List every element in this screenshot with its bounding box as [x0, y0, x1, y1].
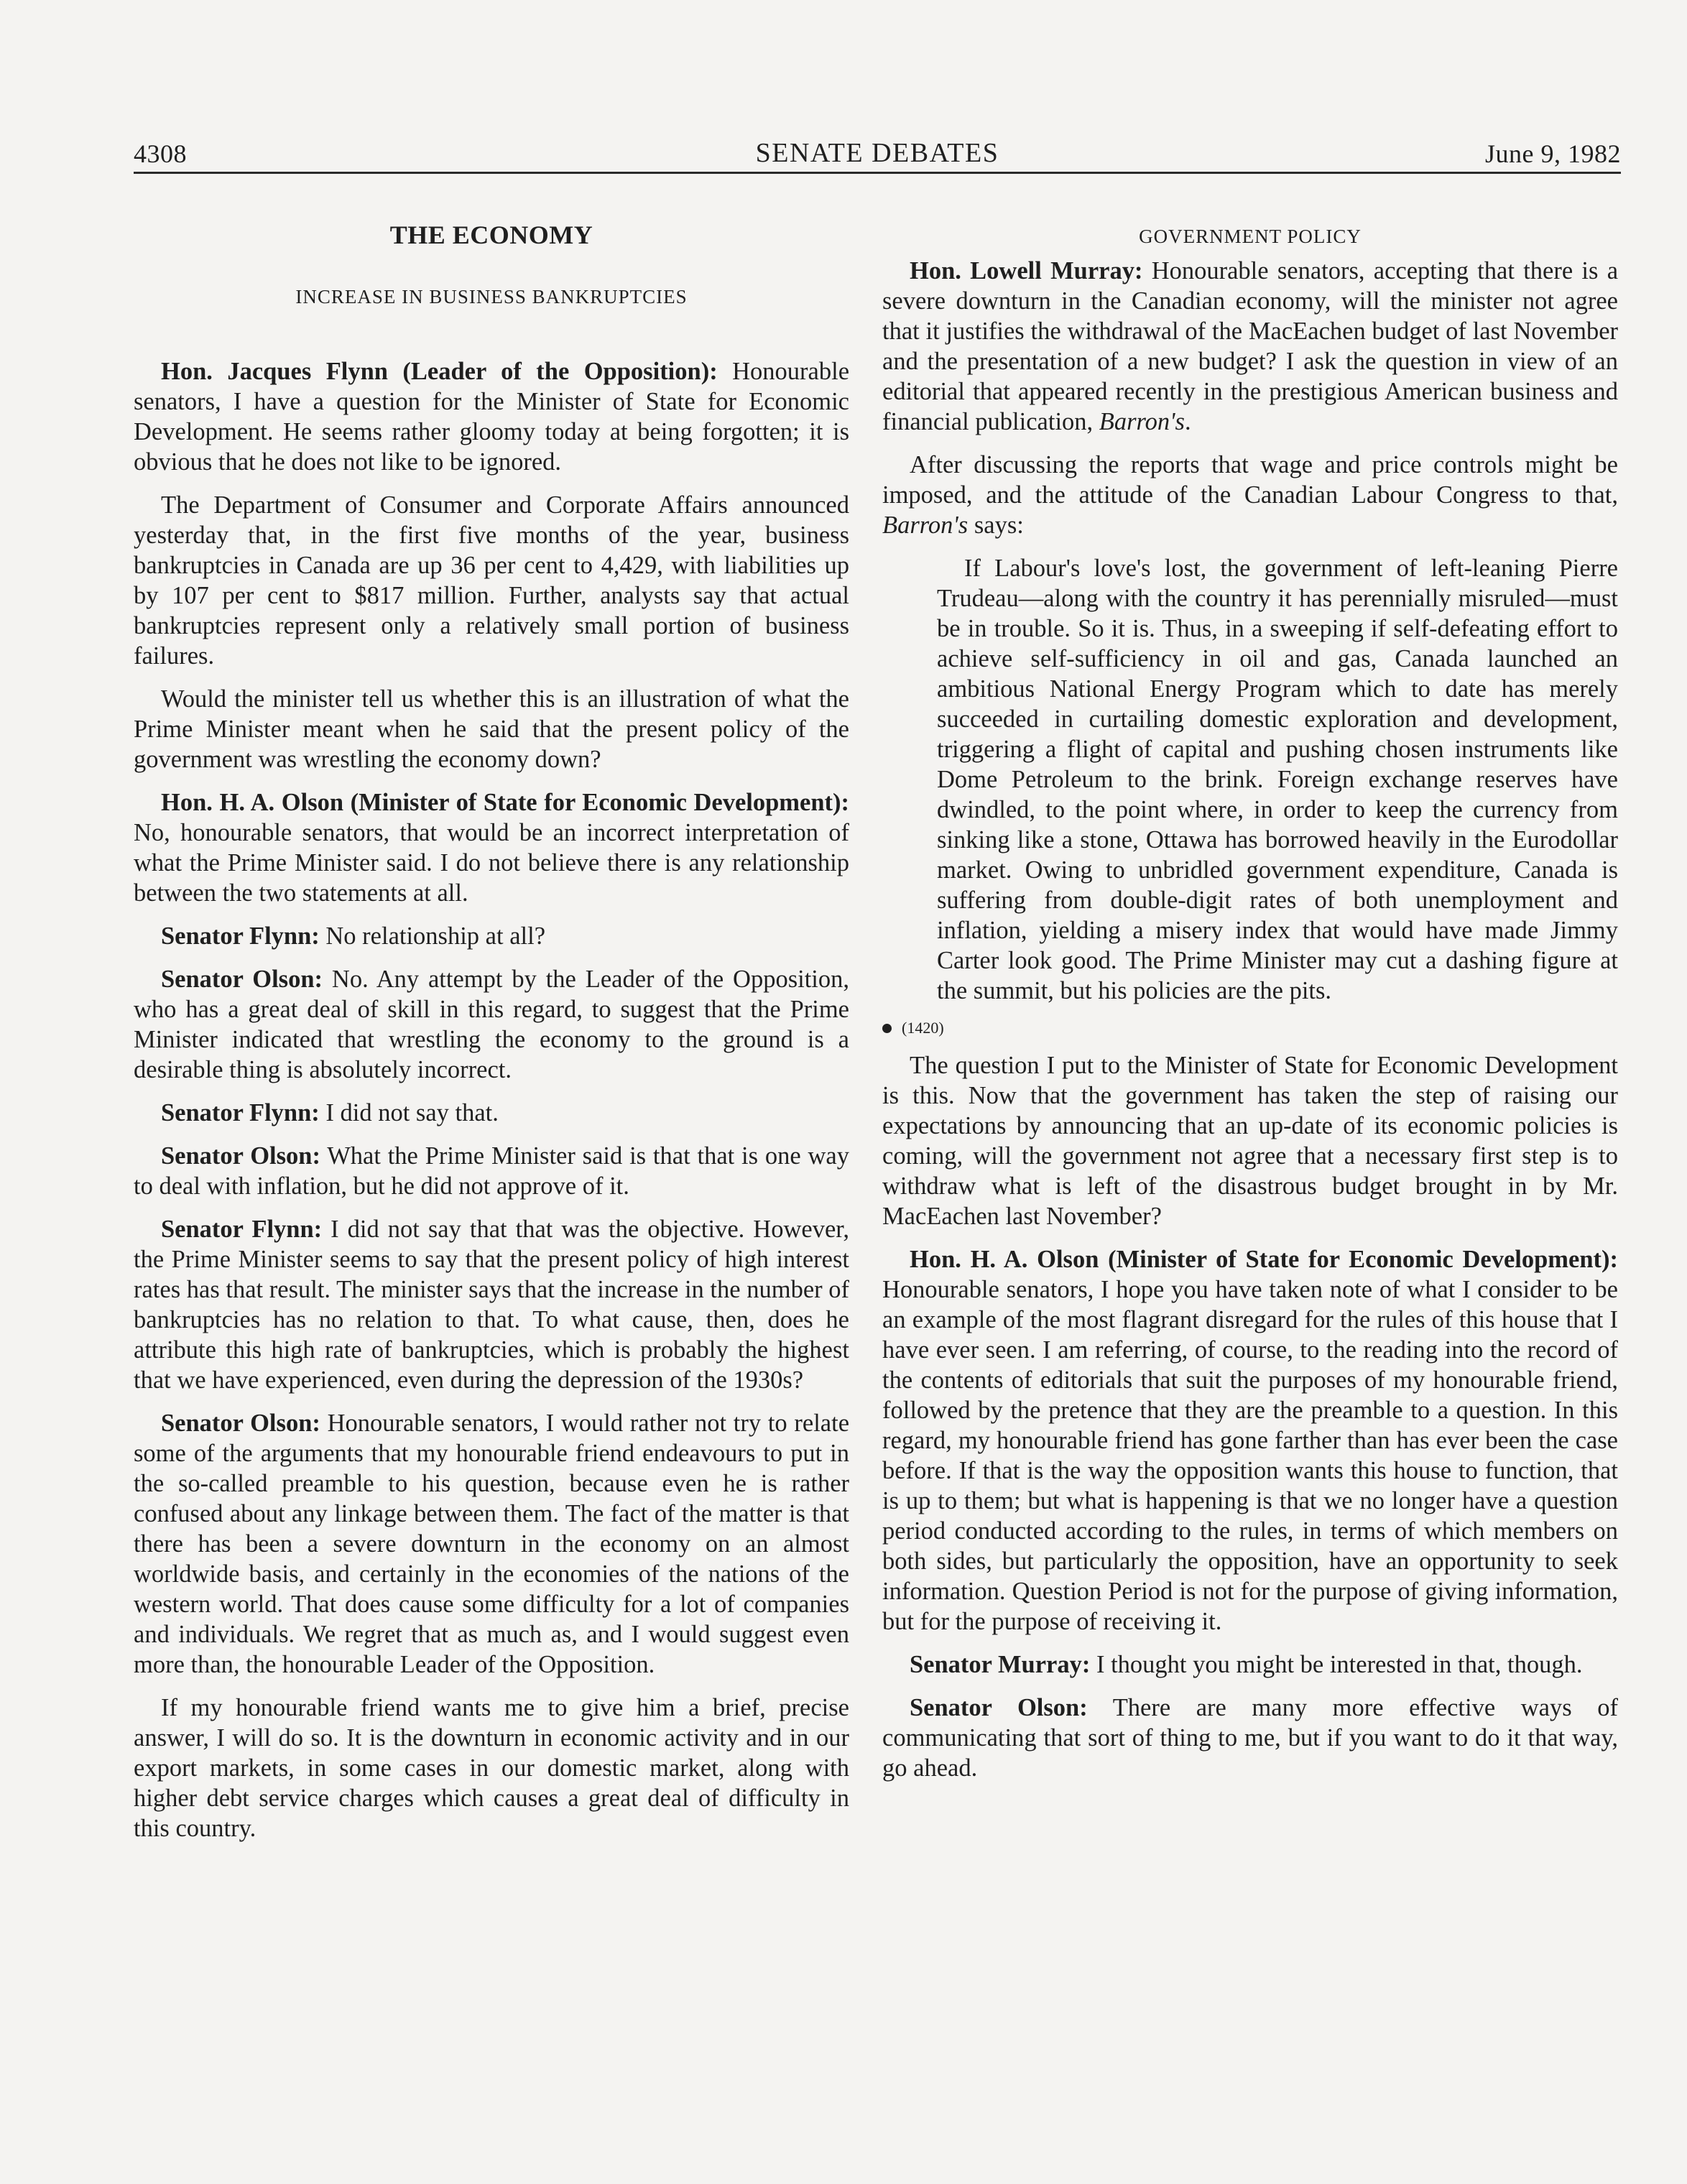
- paragraph: [134, 964, 849, 1085]
- paragraph: [134, 684, 849, 774]
- paragraph: [882, 1693, 1618, 1783]
- paragraph: [882, 1244, 1618, 1637]
- paragraph: [882, 1649, 1618, 1680]
- right-column: [882, 210, 1618, 1796]
- speech-text: Honourable senators, I would rather not try to relate some of the arguments that my honourable friend endeavours to put in the so-called preamble to his question, because even he is rather confused about any linkage between them. The fact of the matter is that there has been a severe downturn in the economy on an almost worldwide basis, and certainly in the economies of the nations of the western world. That does cause some difficulty for a lot of companies and individuals. We regret that as much as, and I would suggest even more than, the honourable Leader of the Opposition.: [134, 1410, 850, 1678]
- time-marker-text: (1420): [902, 1019, 944, 1037]
- left-column: [134, 210, 849, 1856]
- time-marker: [882, 1013, 1618, 1043]
- speech-text: I did not say that that was the objective. However, the Prime Minister seems to say that the present policy of high interest rates has that result. The minister says that the increase in the number of bankruptcies has no relation to that. To what cause, then, does he attribute this high rate of bankruptcies, which is probably the highest that we have experienced, even during the depression of the 1930s?: [134, 1216, 849, 1394]
- subsection-title: INCREASE IN BUSINESS BANKRUPTCIES: [295, 286, 688, 307]
- paragraph: [134, 1214, 849, 1395]
- speaker-name: Hon. H. A. Olson (Minister of State for Economic Development):: [910, 1246, 1618, 1273]
- speaker-name: Senator Flynn:: [161, 922, 320, 950]
- speaker-name: Senator Olson:: [910, 1694, 1088, 1721]
- quote-text: If Labour's love's lost, the government of left-leaning Pierre Trudeau—along with the country it has perennially misruled—must be in trouble. So it is. Thus, in a sweeping if self-defeating effort to achieve self-sufficiency in oil and gas, Canada launched an ambitious National Energy Program which to date has merely succeeded in curtailing domestic exploration and development, triggering a flight of capital and pushing chosen instruments like Dome Petroleum to the brink. Foreign exchange reserves have dwindled, to the point where, in order to keep the currency from sinking like a stone, Ottawa has borrowed heavily in the Eurodollar market. Owing to unbridled government expenditure, Canada is suffering from double-digit rates of both unemployment and inflation, yielding a misery index that would have made Jimmy Carter look good. The Prime Minister may cut a dashing figure at the summit, but his policies are the pits.: [937, 555, 1618, 1004]
- speech-text: After discussing the reports that wage and price controls might be imposed, and the attitude of the Canadian Labour Congress to that,: [882, 451, 1618, 509]
- speech-text: I did not say that.: [325, 1099, 499, 1126]
- paragraph: [134, 1693, 849, 1843]
- speaker-name: Senator Murray:: [910, 1651, 1091, 1678]
- speech-text: There are many more effective ways of communicating that sort of thing to me, but if you want to do it that way, go ahead.: [882, 1694, 1618, 1782]
- speaker-name: Senator Olson:: [161, 1142, 320, 1170]
- punctuation: .: [1184, 408, 1191, 435]
- paragraph: [134, 1408, 849, 1680]
- speech-text: No, honourable senators, that would be an incorrect interpretation of what the Prime Minister said. I do not believe there is any relationship between the two statements at all.: [134, 819, 849, 907]
- paragraph: [134, 921, 849, 951]
- speech-text: What the Prime Minister said is that that is one way to deal with inflation, but he did not approve of it.: [134, 1142, 849, 1200]
- bullet-icon: [882, 1024, 892, 1033]
- paragraph: [134, 1098, 849, 1128]
- paragraph: [134, 787, 849, 908]
- speaker-name: Senator Olson:: [161, 966, 323, 993]
- paragraph: [882, 256, 1618, 437]
- speech-text: The question I put to the Minister of State for Economic Development is this. Now that the government has taken the step of raising our expectations by announcing that an up-date of its economic policies is coming, will the government not agree that a necessary first step is to withdraw what is left of the disastrous budget brought in by Mr. MacEachen last November?: [882, 1052, 1618, 1230]
- paragraph: [134, 1141, 849, 1201]
- speech-text: The Department of Consumer and Corporate Affairs announced yesterday that, in the first five months of the year, business bankruptcies in Canada are up 36 per cent to 4,429, with liabilities up by 107 per cent to $817 million. Further, analysts say that actual bankruptcies represent only a relatively small portion of business failures.: [134, 491, 849, 670]
- paragraph: [882, 450, 1618, 540]
- section-title: THE ECONOMY: [389, 221, 593, 249]
- speaker-name: Hon. Jacques Flynn (Leader of the Opposition):: [161, 358, 718, 385]
- speech-text: Honourable senators, I hope you have taken note of what I consider to be an example of the most flagrant disregard for the rules of this house that I have ever seen. I am referring, of course, to the reading into the record of the contents of editorials that suit the purposes of my honourable friend, followed by the pretence that they are the preamble to a question. In this regard, my honourable friend has gone farther than has ever been the case before. If that is the way the opposition wants this house to function, that is up to them; but what is happening is that we no longer have a question period conducted according to the rules, in terms of which members on both sides, but particularly the opposition, have an opportunity to seek information. Question Period is not for the purpose of giving information, but for the purpose of receiving it.: [882, 1276, 1618, 1635]
- speech-text: Honourable senators, accepting that there is a severe downturn in the Canadian economy, will the minister not agree that it justifies the withdrawal of the MacEachen budget of last November and the presentation of a new budget? I ask the question in view of an editorial that appeared recently in the prestigious American business and financial publication,: [882, 257, 1619, 435]
- speech-text: says:: [974, 512, 1024, 539]
- paragraph: [134, 490, 849, 671]
- speech-text: If my honourable friend wants me to give him a brief, precise answer, I will do so. It is the downturn in economic activity and in our export markets, in some cases in our domestic market, along with higher debt service charges which causes a great deal of difficulty in this country.: [134, 1694, 849, 1842]
- speaker-name: Senator Flynn:: [161, 1216, 323, 1243]
- publication-title: SENATE DEBATES: [755, 138, 999, 168]
- speaker-name: Hon. Lowell Murray:: [910, 257, 1143, 284]
- speaker-name: Senator Flynn:: [161, 1099, 320, 1126]
- speech-text: No relationship at all?: [325, 922, 546, 950]
- paragraph: [882, 1050, 1618, 1231]
- page-number: 4308: [134, 139, 187, 168]
- editorial-quote: [937, 553, 1618, 1006]
- speech-text: No. Any attempt by the Leader of the Opposition, who has a great deal of skill in this regard, to suggest that the Prime Minister indicated that wrestling the economy to the ground is a desirable thing is absolutely incorrect.: [134, 966, 850, 1083]
- publication-name: Barron's: [882, 512, 969, 539]
- running-header: [134, 133, 1621, 174]
- page-date: June 9, 1982: [1485, 139, 1621, 168]
- speaker-name: Senator Olson:: [161, 1410, 320, 1437]
- subsection-title: GOVERNMENT POLICY: [1139, 226, 1362, 247]
- paragraph: [134, 356, 849, 477]
- speech-text: Honourable senators, I have a question for the Minister of State for Economic Development. He seems rather gloomy today at being forgotten; it is obvious that he does not like to be ignored.: [134, 358, 850, 476]
- speech-text: I thought you might be interested in that, though.: [1096, 1651, 1583, 1678]
- speaker-name: Hon. H. A. Olson (Minister of State for Economic Development):: [161, 789, 849, 816]
- speech-text: Would the minister tell us whether this is an illustration of what the Prime Minister meant when he said that the present policy of the government was wrestling the economy down?: [134, 685, 849, 773]
- publication-name: Barron's: [1099, 408, 1185, 435]
